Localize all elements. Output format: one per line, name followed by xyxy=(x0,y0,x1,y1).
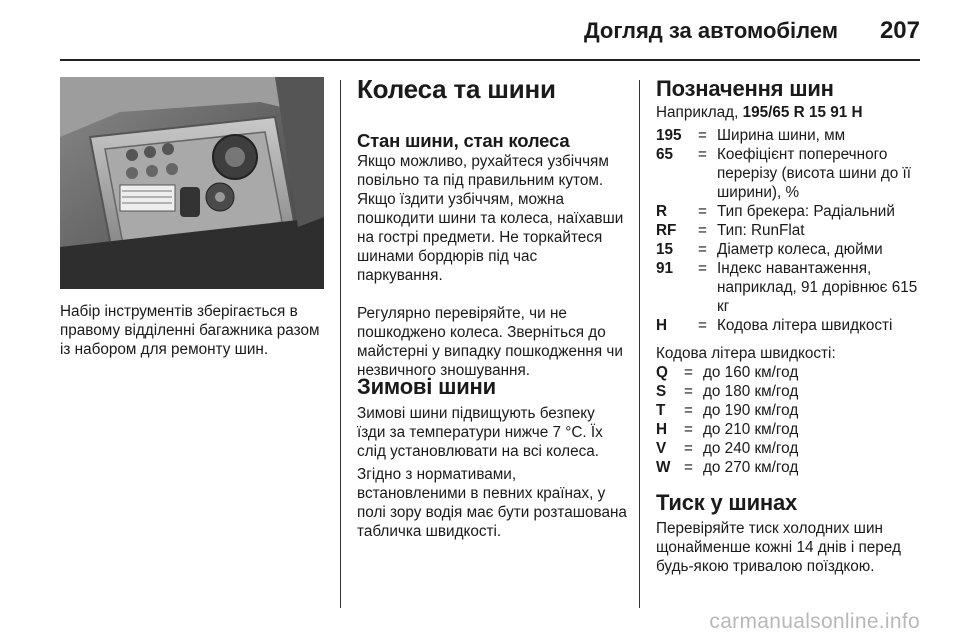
designation-equals: = xyxy=(698,260,707,277)
speed-code-equals: = xyxy=(684,421,693,438)
speed-code-equals: = xyxy=(684,383,693,400)
speed-code-value: до 210 км/год xyxy=(703,421,799,438)
designation-equals: = xyxy=(698,146,707,163)
tyre-condition-paragraph-1: Якщо можливо, рухайтеся узбіччям повільно та під правильним кутом. Якщо їздити узбіччям, можна пошкодити шини та колеса, наїхавши на гострі предмети. Не торкайтеся шинами бордюрів під час паркування. xyxy=(357,153,624,284)
column-divider-2 xyxy=(639,80,640,608)
example-prefix: Наприклад, xyxy=(656,104,743,121)
chapter-title: Догляд за автомобілем xyxy=(583,18,838,43)
designation-equals: = xyxy=(698,241,707,258)
example-value: 195/65 R 15 91 H xyxy=(742,104,863,121)
designation-definition: Ширина шини, мм xyxy=(717,127,846,144)
designation-term: H xyxy=(656,317,668,334)
speed-code-letter: Q xyxy=(656,364,668,381)
tyre-pressure-paragraph: Перевіряйте тиск холодних шин щонайменше кожні 14 днів і перед будь-якою тривалою поїздкою. xyxy=(656,520,901,575)
watermark: carmanualsonline.info xyxy=(709,610,920,633)
designation-definition: Коефіцієнт поперечного перерізу (висота шини до її ширини), % xyxy=(717,146,912,201)
speed-code-equals: = xyxy=(684,440,693,457)
speed-code-letter: V xyxy=(656,440,667,457)
winter-tyres-paragraph-1: Зимові шини підвищують безпеку їзди за температури нижче 7 °C. Їх слід установлювати на всі колеса. xyxy=(357,405,603,460)
speed-code-equals: = xyxy=(684,364,693,381)
speed-code-letter: W xyxy=(656,459,671,476)
header-divider xyxy=(60,59,920,61)
designation-definition: Індекс навантаження, наприклад, 91 дорівнює 615 кг xyxy=(717,260,918,315)
section-title-tyre-pressure: Тиск у шинах xyxy=(656,490,798,515)
designation-term: 65 xyxy=(656,146,674,163)
designation-term: R xyxy=(656,203,668,220)
designation-definition: Тип брекера: Радіальний xyxy=(717,203,895,220)
designation-definition: Кодова літера швидкості xyxy=(717,317,893,334)
designation-equals: = xyxy=(698,317,707,334)
section-title-tyre-designations: Позначення шин xyxy=(656,76,834,101)
column-divider-1 xyxy=(340,80,341,608)
designation-equals: = xyxy=(698,222,707,239)
speed-code-equals: = xyxy=(684,402,693,419)
designation-term: RF xyxy=(656,222,677,239)
designation-term: 195 xyxy=(656,127,682,144)
designation-definition: Тип: RunFlat xyxy=(717,222,805,239)
speed-code-value: до 180 км/год xyxy=(703,383,799,400)
page-header xyxy=(0,0,960,62)
designation-example xyxy=(656,103,928,122)
designation-term: 91 xyxy=(656,260,674,277)
trunk-tool-kit-photo xyxy=(60,77,324,289)
speed-code-value: до 190 км/год xyxy=(703,402,799,419)
speed-code-equals: = xyxy=(684,459,693,476)
speed-code-intro: Кодова літера швидкості: xyxy=(656,345,836,362)
winter-tyres-paragraph-2: Згідно з нормативами, встановленими в певних країнах, у полі зору водія має бути розташована табличка швидкості. xyxy=(357,466,627,540)
speed-code-letter: H xyxy=(656,421,668,438)
speed-code-value: до 160 км/год xyxy=(703,364,799,381)
designation-equals: = xyxy=(698,127,707,144)
subsection-title-tyre-condition: Стан шини, стан колеса xyxy=(357,130,570,151)
designation-definition: Діаметр колеса, дюйми xyxy=(717,241,883,258)
page-number: 207 xyxy=(879,17,920,44)
photo-caption: Набір інструментів зберігається в правому відділенні багажника разом із набором для ремонту шин. xyxy=(60,303,320,358)
speed-code-letter: S xyxy=(656,383,667,400)
section-title-wheels-tyres: Колеса та шини xyxy=(357,74,556,104)
subsection-title-winter-tyres: Зимові шини xyxy=(357,374,496,399)
tyre-condition-paragraph-2: Регулярно перевіряйте, чи не пошкоджено колеса. Зверніться до майстерні у випадку пошкодження чи незвичного зношування. xyxy=(357,305,623,379)
designation-equals: = xyxy=(698,203,707,220)
designation-term: 15 xyxy=(656,241,674,258)
speed-code-letter: T xyxy=(656,402,666,419)
speed-code-value: до 270 км/год xyxy=(703,459,799,476)
speed-code-value: до 240 км/год xyxy=(703,440,799,457)
